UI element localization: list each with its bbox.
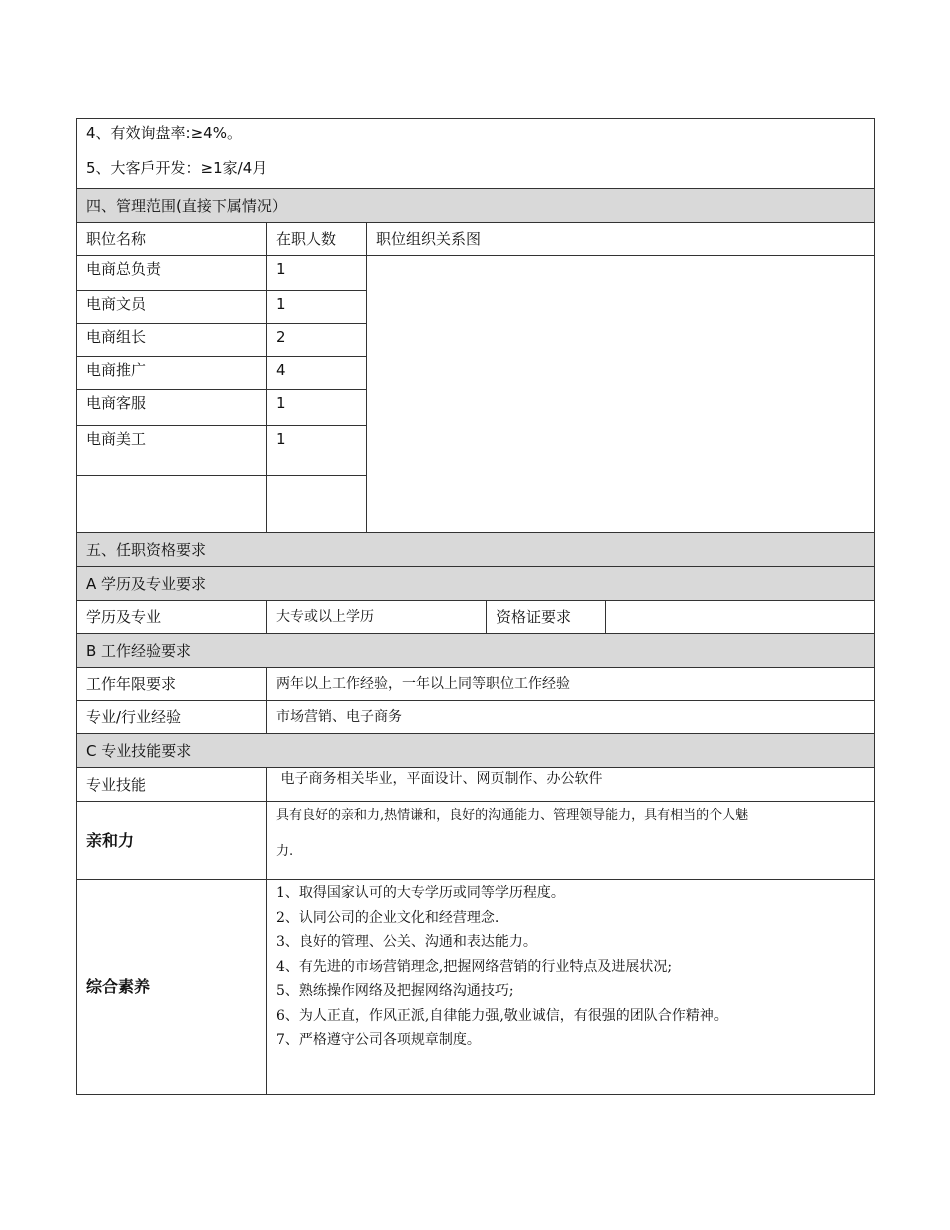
row-count-3: 2 [266, 323, 367, 357]
subsection-skills-header: C 专业技能要求 [76, 733, 875, 768]
education-value: 大专或以上学历 [266, 600, 487, 634]
col-header-count: 在职人数 [266, 222, 367, 256]
affinity-text-line-2: 力. [276, 844, 294, 859]
subsection-education-header: A 学历及专业要求 [76, 566, 875, 601]
certificate-value [605, 600, 875, 634]
work-years-value: 两年以上工作经验，一年以上同等职位工作经验 [266, 667, 875, 701]
industry-experience-label: 专业/行业经验 [76, 700, 267, 734]
quality-item-4: 4、有先进的市场营销理念,把握网络营销的行业特点及进展状况; [276, 958, 673, 975]
row-title-1: 电商总负责 [76, 255, 267, 291]
org-chart-area [366, 255, 875, 533]
col-header-org-chart: 职位组织关系图 [366, 222, 875, 256]
quality-item-5: 5、熟练操作网络及把握网络沟通技巧; [276, 983, 514, 999]
kpi-box [76, 118, 875, 189]
section-management-scope-header: 四、管理范围(直接下属情况） [76, 188, 875, 223]
skills-value: 电子商务相关毕业，平面设计、网页制作、办公软件 [266, 767, 875, 802]
overall-quality-list [266, 879, 875, 1095]
col-header-position: 职位名称 [76, 222, 267, 256]
affinity-text-line-1: 具有良好的亲和力,热情谦和，良好的沟通能力、管理领导能力，具有相当的个人魅 [276, 808, 749, 823]
work-years-label: 工作年限要求 [76, 667, 267, 701]
row-count-6: 1 [266, 425, 367, 476]
overall-quality-label: 综合素养 [76, 879, 267, 1095]
row-count-4: 4 [266, 356, 367, 390]
row-title-empty [76, 475, 267, 533]
row-count-5: 1 [266, 389, 367, 426]
section-qualifications-header: 五、任职资格要求 [76, 532, 875, 567]
affinity-label: 亲和力 [76, 801, 267, 880]
industry-experience-value: 市场营销、电子商务 [266, 700, 875, 734]
quality-item-2: 2、认同公司的企业文化和经营理念. [276, 909, 500, 926]
row-count-empty [266, 475, 367, 533]
quality-item-6: 6、为人正直，作风正派,自律能力强,敬业诚信，有很强的团队合作精神。 [276, 1007, 728, 1024]
row-title-2: 电商文员 [76, 290, 267, 324]
kpi-line-2: 5、大客戶开发：≥1家/4月 [86, 159, 268, 177]
row-count-1: 1 [266, 255, 367, 291]
certificate-label: 资格证要求 [486, 600, 606, 634]
row-title-5: 电商客服 [76, 389, 267, 426]
quality-item-1: 1、取得国家认可的大专学历或同等学历程度。 [276, 885, 565, 901]
row-title-3: 电商组长 [76, 323, 267, 357]
skills-label: 专业技能 [76, 767, 267, 802]
subsection-experience-header: B 工作经验要求 [76, 633, 875, 668]
row-title-6: 电商美工 [76, 425, 267, 476]
education-label: 学历及专业 [76, 600, 267, 634]
quality-item-3: 3、良好的管理、公关、沟通和表达能力。 [276, 934, 537, 950]
quality-item-7: 7、严格遵守公司各项规章制度。 [276, 1032, 481, 1048]
kpi-line-1: 4、有效询盘率:≥4%。 [86, 124, 242, 142]
row-count-2: 1 [266, 290, 367, 324]
row-title-4: 电商推广 [76, 356, 267, 390]
affinity-value [266, 801, 875, 880]
